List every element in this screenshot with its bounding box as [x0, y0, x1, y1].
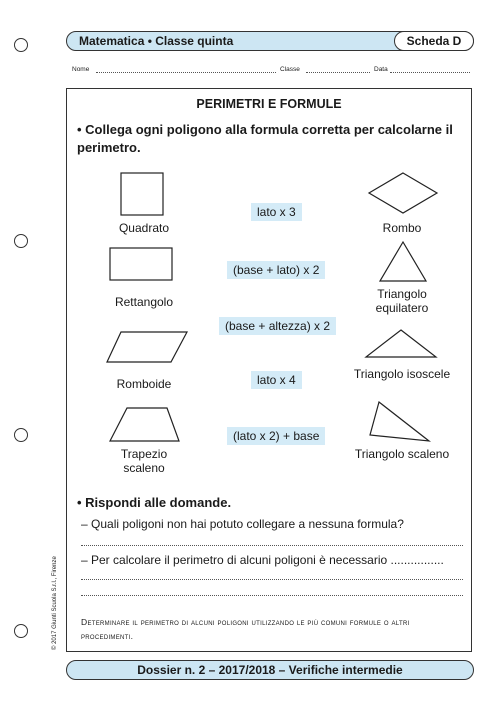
- worksheet-box: [66, 88, 472, 652]
- equilateral-triangle-shape[interactable]: [377, 239, 429, 285]
- name-row: [72, 66, 470, 78]
- questions-title: • Rispondi alle domande.: [77, 495, 232, 510]
- label-romboide: Romboide: [116, 377, 172, 391]
- label-quadrato: Quadrato: [118, 221, 170, 235]
- binder-hole-4: [14, 624, 28, 638]
- label-triangolo-equilatero: Triangolo equilatero: [375, 287, 429, 315]
- extra-task: Determinare il perimetro di alcuni poligoni utilizzando le più comuni formule o altri procedimenti.: [81, 617, 410, 641]
- rectangle-shape[interactable]: [107, 245, 177, 285]
- label-triangolo-isoscele: Triangolo isoscele: [353, 367, 451, 381]
- section-title: PERIMETRI E FORMULE: [196, 97, 342, 111]
- rhombus-shape[interactable]: [367, 171, 439, 215]
- footer-bar: Dossier n. 2 – 2017/2018 – Verifiche intermedie: [66, 660, 474, 680]
- answer-line-2[interactable]: [81, 579, 463, 580]
- label-triangolo-scaleno: Triangolo scaleno: [354, 447, 450, 461]
- label-trapezio: Trapezio scaleno: [120, 447, 168, 475]
- question-1: – Quali poligoni non hai potuto collegare a nessuna formula?: [81, 517, 404, 531]
- formula-lato-x2-base[interactable]: (lato x 2) + base: [227, 427, 325, 445]
- scalene-triangle-shape[interactable]: [367, 399, 433, 445]
- header-bar: [66, 31, 474, 51]
- formula-lato-x4[interactable]: lato x 4: [251, 371, 302, 389]
- formula-base-lato-x2[interactable]: (base + lato) x 2: [227, 261, 325, 279]
- label-rettangolo: Rettangolo: [114, 295, 174, 309]
- class-label: Classe: [280, 66, 300, 73]
- formula-base-altezza-x2[interactable]: (base + altezza) x 2: [219, 317, 336, 335]
- scheda-label: Scheda D: [394, 31, 474, 51]
- answer-line-3[interactable]: [81, 595, 463, 596]
- binder-hole-3: [14, 428, 28, 442]
- trapezoid-shape[interactable]: [107, 405, 193, 445]
- isosceles-triangle-shape[interactable]: [363, 327, 439, 361]
- class-field[interactable]: [306, 72, 370, 73]
- label-rombo: Rombo: [382, 221, 422, 235]
- question-2: – Per calcolare il perimetro di alcuni poligoni è necessario ................: [81, 553, 444, 567]
- instruction-text: • Collega ogni poligono alla formula corretta per calcolarne il perimetro.: [77, 122, 453, 155]
- binder-hole-2: [14, 234, 28, 248]
- copyright: © 2017 Giunti Scuola S.r.l., Firenze: [52, 556, 58, 650]
- header-title: Matematica • Classe quinta: [79, 34, 234, 48]
- date-label: Data: [374, 66, 388, 73]
- formula-lato-x3[interactable]: lato x 3: [251, 203, 302, 221]
- name-field[interactable]: [96, 72, 276, 73]
- answer-line-1[interactable]: [81, 545, 463, 546]
- date-field[interactable]: [390, 72, 470, 73]
- name-label: Nome: [72, 66, 90, 73]
- parallelogram-shape[interactable]: [105, 329, 191, 365]
- square-shape[interactable]: [117, 171, 167, 219]
- binder-hole-1: [14, 38, 28, 52]
